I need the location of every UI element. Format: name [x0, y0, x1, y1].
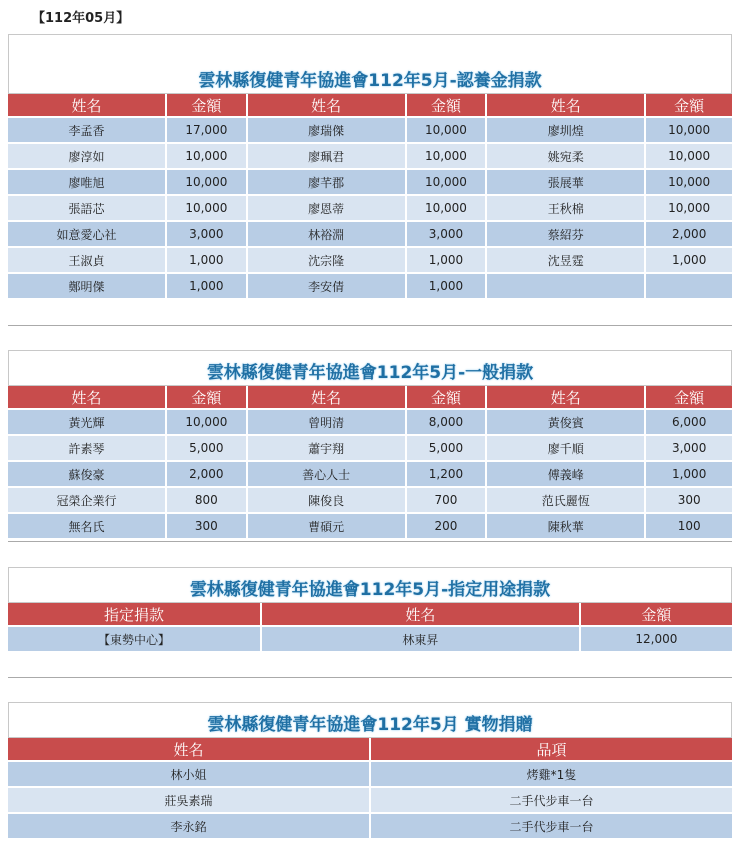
column-header-amount: 金額 — [646, 386, 732, 408]
donation-amount: 10,000 — [407, 118, 486, 142]
donor-name: 陳秋華 — [487, 514, 644, 538]
donor-name: 范氏麗恆 — [487, 488, 644, 512]
donor-name: 廖淳如 — [8, 144, 165, 168]
donor-name: 沈宗隆 — [248, 248, 405, 272]
donation-amount: 10,000 — [167, 196, 246, 220]
in-kind-donation-section — [8, 702, 732, 840]
general-donation-section — [8, 350, 732, 540]
donor-name: 張展華 — [487, 170, 644, 194]
donor-name: 如意愛心社 — [8, 222, 165, 246]
donor-name: 陳俊良 — [248, 488, 405, 512]
donated-item: 二手代步車一台 — [371, 814, 732, 838]
table-row — [8, 170, 732, 194]
donation-amount: 8,000 — [407, 410, 486, 434]
donor-name: 黃光輝 — [8, 410, 165, 434]
donation-amount: 10,000 — [646, 144, 732, 168]
table-row — [8, 436, 732, 460]
in-kind-donation-table — [6, 736, 734, 840]
section-title-box — [8, 702, 732, 738]
column-header-name: 姓名 — [248, 386, 405, 408]
donation-amount — [646, 274, 732, 298]
designation: 【東勢中心】 — [8, 627, 260, 651]
table-row — [8, 514, 732, 538]
table-row — [8, 814, 732, 838]
donor-name: 廖瑞傑 — [248, 118, 405, 142]
general-donation-table — [6, 384, 734, 540]
column-header-name: 姓名 — [8, 738, 369, 760]
donation-amount: 10,000 — [167, 410, 246, 434]
donation-amount: 10,000 — [167, 170, 246, 194]
donor-name: 曹碩元 — [248, 514, 405, 538]
donation-amount: 1,000 — [167, 248, 246, 272]
donation-amount: 10,000 — [646, 118, 732, 142]
donation-amount: 10,000 — [407, 196, 486, 220]
table-row — [8, 627, 732, 651]
column-header-amount: 金額 — [167, 386, 246, 408]
sponsorship-donation-section — [8, 34, 732, 300]
section-title-box — [8, 350, 732, 386]
donation-amount: 5,000 — [167, 436, 246, 460]
donor-name: 黃俊賓 — [487, 410, 644, 434]
table-row — [8, 462, 732, 486]
donor-name: 林小姐 — [8, 762, 369, 786]
donation-amount: 100 — [646, 514, 732, 538]
table-row — [8, 762, 732, 786]
donation-amount: 700 — [407, 488, 486, 512]
donation-amount: 2,000 — [646, 222, 732, 246]
donation-amount: 1,200 — [407, 462, 486, 486]
column-header-amount: 金額 — [407, 386, 486, 408]
donor-name: 李永銘 — [8, 814, 369, 838]
section-title-box — [8, 34, 732, 94]
sponsorship-donation-table — [6, 92, 734, 300]
donor-name: 廖千順 — [487, 436, 644, 460]
donation-amount: 300 — [167, 514, 246, 538]
donor-name: 廖恩蒂 — [248, 196, 405, 220]
table-header-row — [8, 603, 732, 625]
column-header-amount: 金額 — [646, 94, 732, 116]
donation-amount: 200 — [407, 514, 486, 538]
donor-name: 善心人士 — [248, 462, 405, 486]
column-header-name: 姓名 — [248, 94, 405, 116]
donation-amount: 10,000 — [646, 196, 732, 220]
section-title-box — [8, 567, 732, 603]
table-row — [8, 248, 732, 272]
donation-amount: 1,000 — [646, 248, 732, 272]
donor-name: 張語芯 — [8, 196, 165, 220]
donation-amount: 5,000 — [407, 436, 486, 460]
column-header-designation: 指定捐款 — [8, 603, 260, 625]
donor-name: 廖珮君 — [248, 144, 405, 168]
donor-name: 蘇俊豪 — [8, 462, 165, 486]
donation-amount: 3,000 — [167, 222, 246, 246]
section-divider — [8, 541, 732, 542]
designated-donation-section — [8, 567, 732, 653]
column-header-name: 姓名 — [8, 386, 165, 408]
table-row — [8, 144, 732, 168]
table-row — [8, 196, 732, 220]
donor-name: 蕭宇翔 — [248, 436, 405, 460]
donated-item: 烤雞*1隻 — [371, 762, 732, 786]
donation-amount: 1,000 — [167, 274, 246, 298]
column-header-item: 品項 — [371, 738, 732, 760]
donor-name: 莊吳素瑞 — [8, 788, 369, 812]
donor-name: 林東昇 — [262, 627, 579, 651]
table-row — [8, 410, 732, 434]
donation-amount: 800 — [167, 488, 246, 512]
donation-amount: 10,000 — [407, 144, 486, 168]
donation-amount: 17,000 — [167, 118, 246, 142]
page-period-label: 【112年05月】 — [32, 11, 130, 26]
donation-amount: 10,000 — [646, 170, 732, 194]
column-header-name: 姓名 — [487, 386, 644, 408]
donor-name: 鄭明傑 — [8, 274, 165, 298]
table-header-row — [8, 738, 732, 760]
donor-name: 廖圳煌 — [487, 118, 644, 142]
donor-name: 傅義峰 — [487, 462, 644, 486]
donation-amount: 10,000 — [167, 144, 246, 168]
donor-name: 姚宛柔 — [487, 144, 644, 168]
donor-name: 李孟香 — [8, 118, 165, 142]
donor-name: 曾明清 — [248, 410, 405, 434]
table-header-row — [8, 386, 732, 408]
section-divider — [8, 677, 732, 678]
donation-amount: 6,000 — [646, 410, 732, 434]
table-row — [8, 488, 732, 512]
donor-name: 蔡紹芬 — [487, 222, 644, 246]
table-row — [8, 118, 732, 142]
column-header-amount: 金額 — [407, 94, 486, 116]
donor-name: 李安倩 — [248, 274, 405, 298]
donor-name: 冠榮企業行 — [8, 488, 165, 512]
column-header-name: 姓名 — [8, 94, 165, 116]
donated-item: 二手代步車一台 — [371, 788, 732, 812]
donor-name — [487, 274, 644, 298]
table-row — [8, 222, 732, 246]
section-title: 雲林縣復健青年協進會112年5月 實物捐贈 — [207, 715, 533, 735]
donor-name: 沈昱霆 — [487, 248, 644, 272]
donor-name: 無名氏 — [8, 514, 165, 538]
donation-amount: 1,000 — [407, 248, 486, 272]
table-row — [8, 788, 732, 812]
column-header-amount: 金額 — [167, 94, 246, 116]
donor-name: 廖芊郡 — [248, 170, 405, 194]
column-header-name: 姓名 — [262, 603, 579, 625]
column-header-amount: 金額 — [581, 603, 732, 625]
column-header-name: 姓名 — [487, 94, 644, 116]
donation-amount: 2,000 — [167, 462, 246, 486]
designated-donation-table — [6, 601, 734, 653]
table-row — [8, 274, 732, 298]
table-header-row — [8, 94, 732, 116]
section-title: 雲林縣復健青年協進會112年5月-指定用途捐款 — [189, 580, 551, 600]
donor-name: 廖唯旭 — [8, 170, 165, 194]
donation-amount: 3,000 — [407, 222, 486, 246]
donation-amount: 12,000 — [581, 627, 732, 651]
donation-amount: 3,000 — [646, 436, 732, 460]
section-divider — [8, 325, 732, 326]
section-title: 雲林縣復健青年協進會112年5月-認養金捐款 — [198, 71, 542, 91]
donor-name: 林裕淵 — [248, 222, 405, 246]
donation-amount: 10,000 — [407, 170, 486, 194]
donation-amount: 1,000 — [407, 274, 486, 298]
section-title: 雲林縣復健青年協進會112年5月-一般捐款 — [206, 363, 534, 383]
donation-amount: 300 — [646, 488, 732, 512]
donation-amount: 1,000 — [646, 462, 732, 486]
donor-name: 許素琴 — [8, 436, 165, 460]
donor-name: 王秋棉 — [487, 196, 644, 220]
donor-name: 王淑貞 — [8, 248, 165, 272]
